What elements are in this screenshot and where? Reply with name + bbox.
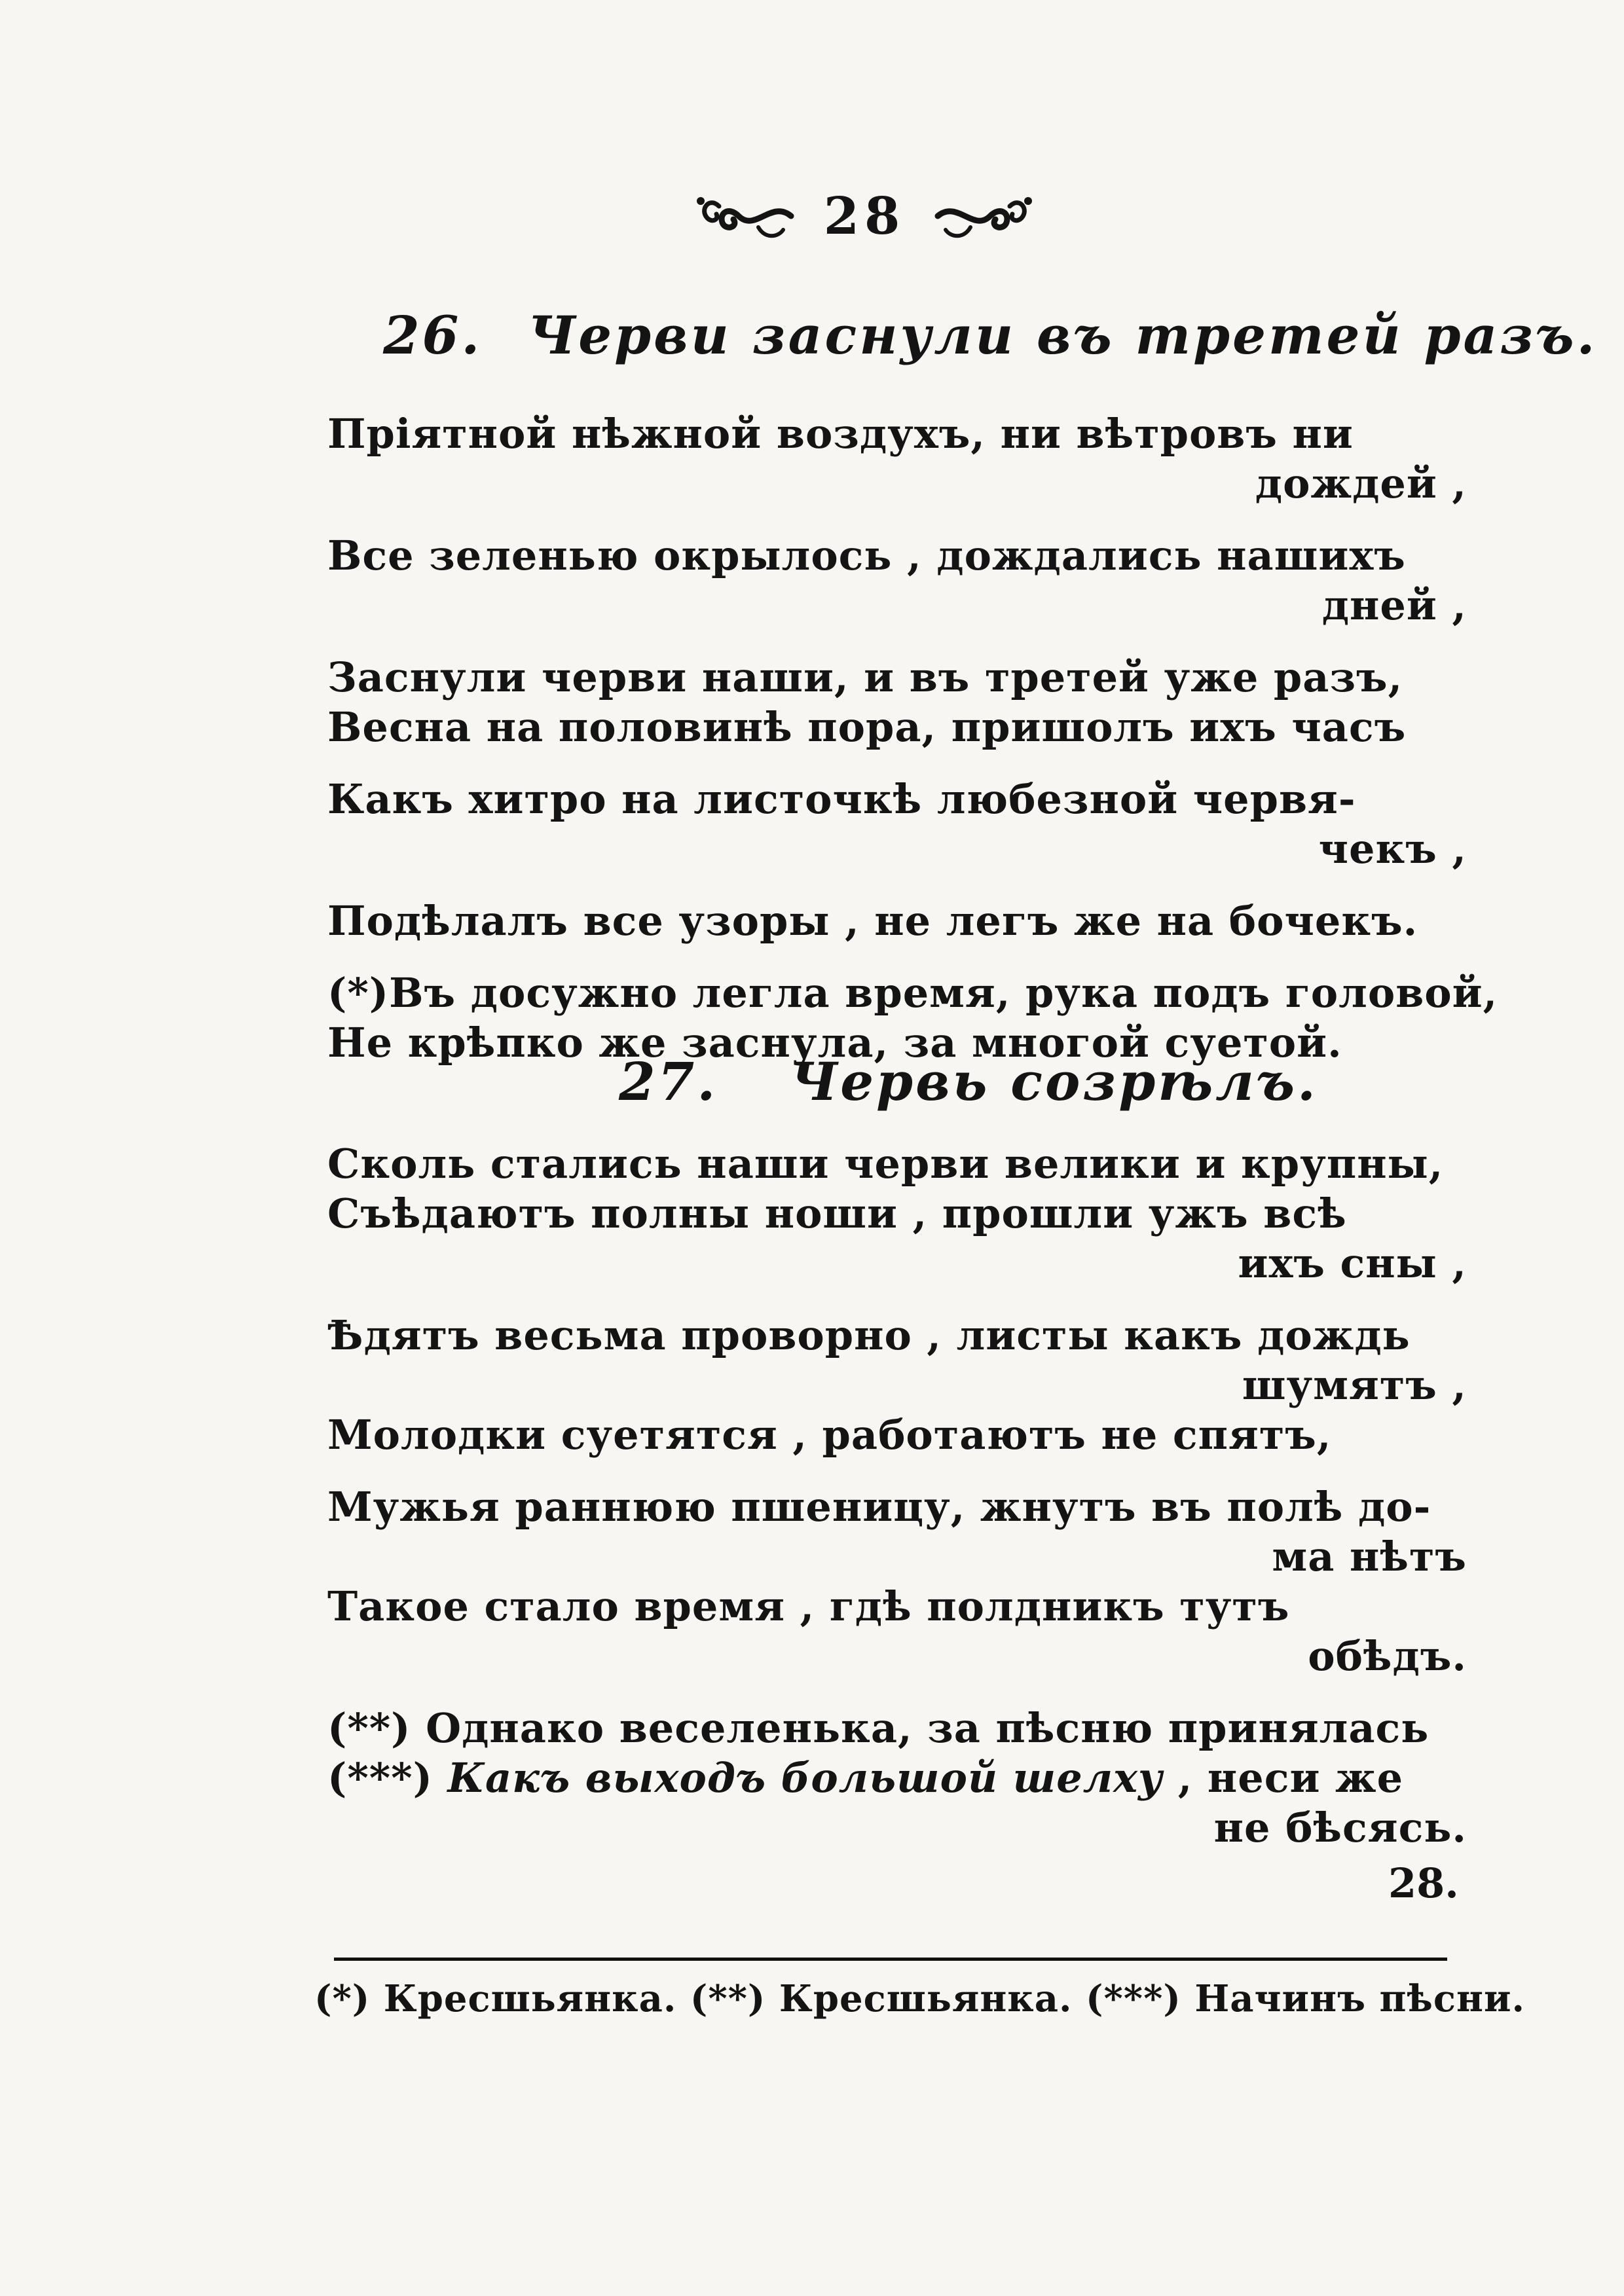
section-title — [619, 1051, 1318, 1112]
footnote-marker: (***) — [327, 1754, 433, 1802]
section-number: 26. — [383, 304, 483, 366]
verse-line: (*)Въ досужно легла время, рука подъ головой, — [327, 969, 1498, 1017]
section-heading: Черви заснули въ третей разъ. — [528, 304, 1598, 366]
verse-line-continuation: ихъ сны , — [1238, 1239, 1467, 1287]
verse-line: Сколь стались наши черви велики и крупны, — [327, 1140, 1444, 1188]
footnote-divider — [334, 1958, 1447, 1961]
verse-line: (**) Однако веселенька, за пѣсню принялась — [327, 1704, 1430, 1752]
verse-line-continuation: шумятъ , — [1242, 1361, 1467, 1409]
verse-line: Все зеленью окрылось , дождались нашихъ — [327, 532, 1406, 579]
verse-block — [327, 409, 1498, 1068]
italic-phrase: Какъ выходъ большой шелху — [447, 1754, 1164, 1802]
page-number: 28 — [823, 186, 906, 246]
section-number: 27. — [619, 1051, 718, 1112]
verse-line-continuation: обѣдъ. — [1308, 1632, 1467, 1680]
left-ornament-icon — [693, 187, 798, 246]
verse-line: Молодки суетятся , работаютъ не спятъ, — [327, 1411, 1332, 1459]
verse-block — [327, 1139, 1467, 1853]
right-ornament-icon — [931, 187, 1036, 246]
verse-line: Ѣдятъ весьма проворно , листы какъ дождь — [327, 1311, 1411, 1359]
section-heading: Червь созрѣлъ. — [790, 1051, 1318, 1112]
verse-line: Не крѣпко же заснула, за многой суетой. — [327, 1019, 1342, 1066]
verse-line: Съѣдаютъ полны ноши , прошли ужъ всѣ — [327, 1190, 1347, 1237]
verse-line: Мужья раннюю пшеницу, жнутъ въ полѣ до- — [327, 1483, 1431, 1531]
verse-line: Подѣлалъ все узоры , не легъ же на бочекъ. — [327, 897, 1418, 945]
catchword: 28. — [1388, 1859, 1459, 1907]
verse-line-continuation: чекъ , — [1318, 825, 1467, 873]
verse-line: Такое стало время , гдѣ полдникъ тутъ — [327, 1582, 1290, 1630]
verse-line-tail: , неси же — [1177, 1754, 1404, 1802]
section-title — [383, 304, 1597, 366]
verse-line-continuation: не бѣсясь. — [1213, 1804, 1467, 1851]
verse-line: Заснули черви наши, и въ третей уже разъ, — [327, 653, 1403, 701]
verse-line — [327, 1753, 1467, 1803]
verse-line: Весна на половинѣ пора, пришолъ ихъ часъ — [327, 703, 1407, 751]
verse-line: Пріятной нѣжной воздухъ, ни вѣтровъ ни — [327, 410, 1354, 458]
verse-line-continuation: дождей , — [1255, 460, 1467, 507]
verse-line-continuation: дней , — [1321, 581, 1467, 629]
page-header — [681, 170, 1048, 262]
verse-line: Какъ хитро на листочкѣ любезной червя- — [327, 775, 1356, 823]
verse-line-continuation: ма нѣтъ — [1272, 1533, 1467, 1580]
footnotes: (*) Кресшьянка. (**) Кресшьянка. (***) Начинъ пѣсни. — [314, 1977, 1526, 2020]
